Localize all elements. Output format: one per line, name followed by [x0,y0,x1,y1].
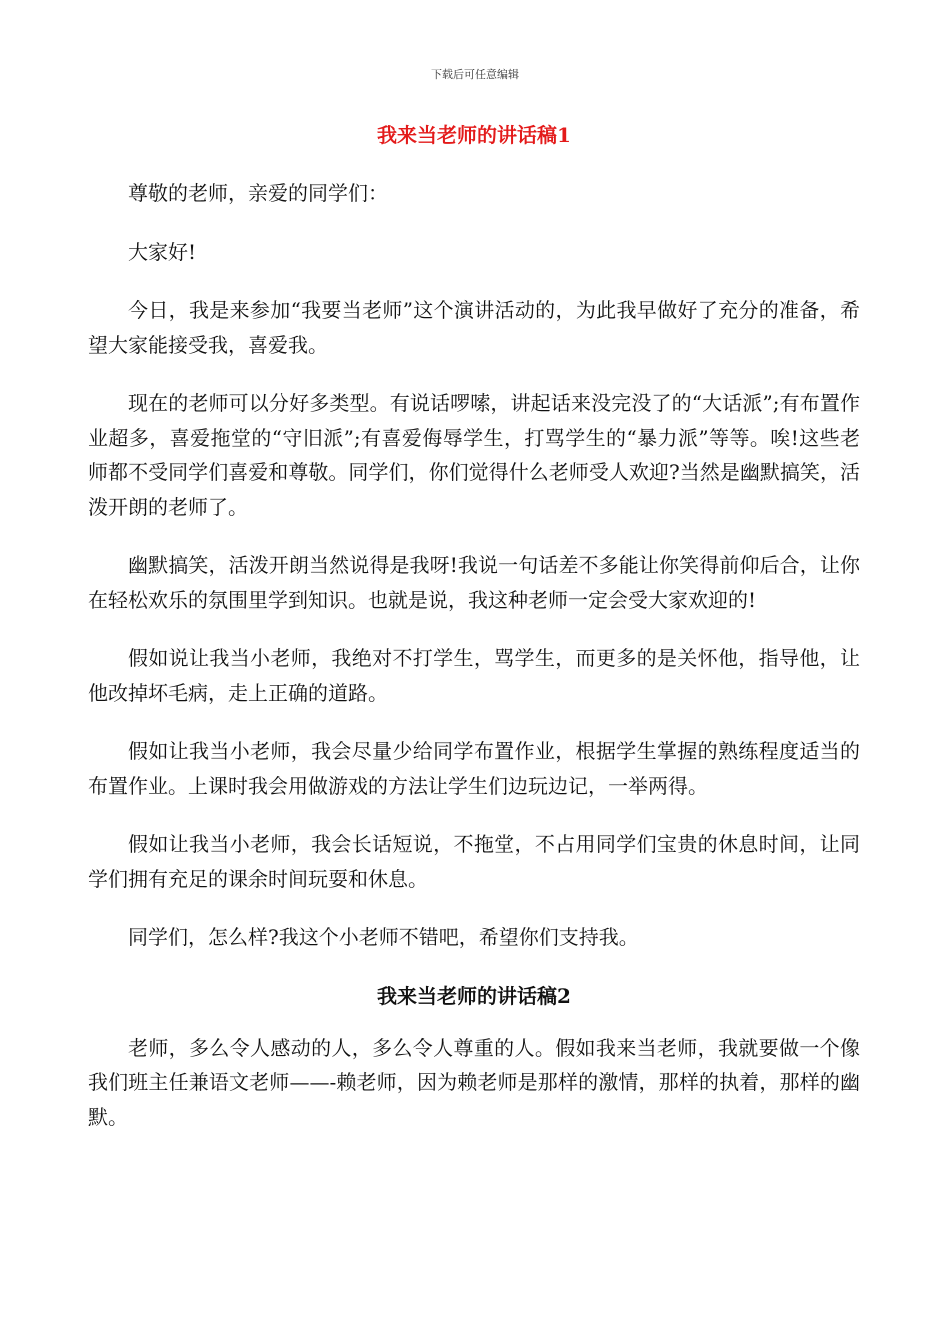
paragraph: 同学们，怎么样?我这个小老师不错吧，希望你们支持我。 [128,925,639,949]
header-note: 下载后可任意编辑 [431,68,519,81]
greeting: 大家好! [128,239,197,264]
document-body [88,118,860,1158]
paragraph: 今日，我是来参加“我要当老师”这个演讲活动的，为此我早做好了充分的准备，希望大家能接受我，喜爱我。 [88,298,860,357]
paragraph: 幽默搞笑，活泼开朗当然说得是我呀!我说一句话差不多能让你笑得前仰后合，让你在轻松欢乐的氛围里学到知识。也就是说，我这种老师一定会受大家欢迎的! [88,553,860,612]
paragraph: 现在的老师可以分好多类型。有说话啰嗦，讲起话来没完没了的“大话派”;有布置作业超多，喜爱拖堂的“守旧派”;有喜爱侮辱学生，打骂学生的“暴力派”等等。唉!这些老师都不受同学们喜爱和尊敬。同学们，你们觉得什么老师受人欢迎?当然是幽默搞笑，活泼开朗的老师了。 [88,391,860,519]
paragraph: 老师，多么令人感动的人，多么令人尊重的人。假如我来当老师，我就要做一个像我们班主任兼语文老师——-赖老师，因为赖老师是那样的激情，那样的执着，那样的幽默。 [88,1035,860,1129]
section-2-title: 我来当老师的讲话稿2 [377,983,571,1008]
section-1-title: 我来当老师的讲话稿1 [377,123,571,147]
paragraph: 假如让我当小老师，我会尽量少给同学布置作业，根据学生掌握的熟练程度适当的布置作业。上课时我会用做游戏的方法让学生们边玩边记，一举两得。 [88,739,860,798]
paragraph: 假如说让我当小老师，我绝对不打学生，骂学生，而更多的是关怀他，指导他，让他改掉坏毛病，走上正确的道路。 [88,646,860,705]
salutation: 尊敬的老师，亲爱的同学们： [128,181,388,205]
paragraph: 假如让我当小老师，我会长话短说，不拖堂，不占用同学们宝贵的休息时间，让同学们拥有充足的课余时间玩耍和休息。 [88,832,860,891]
